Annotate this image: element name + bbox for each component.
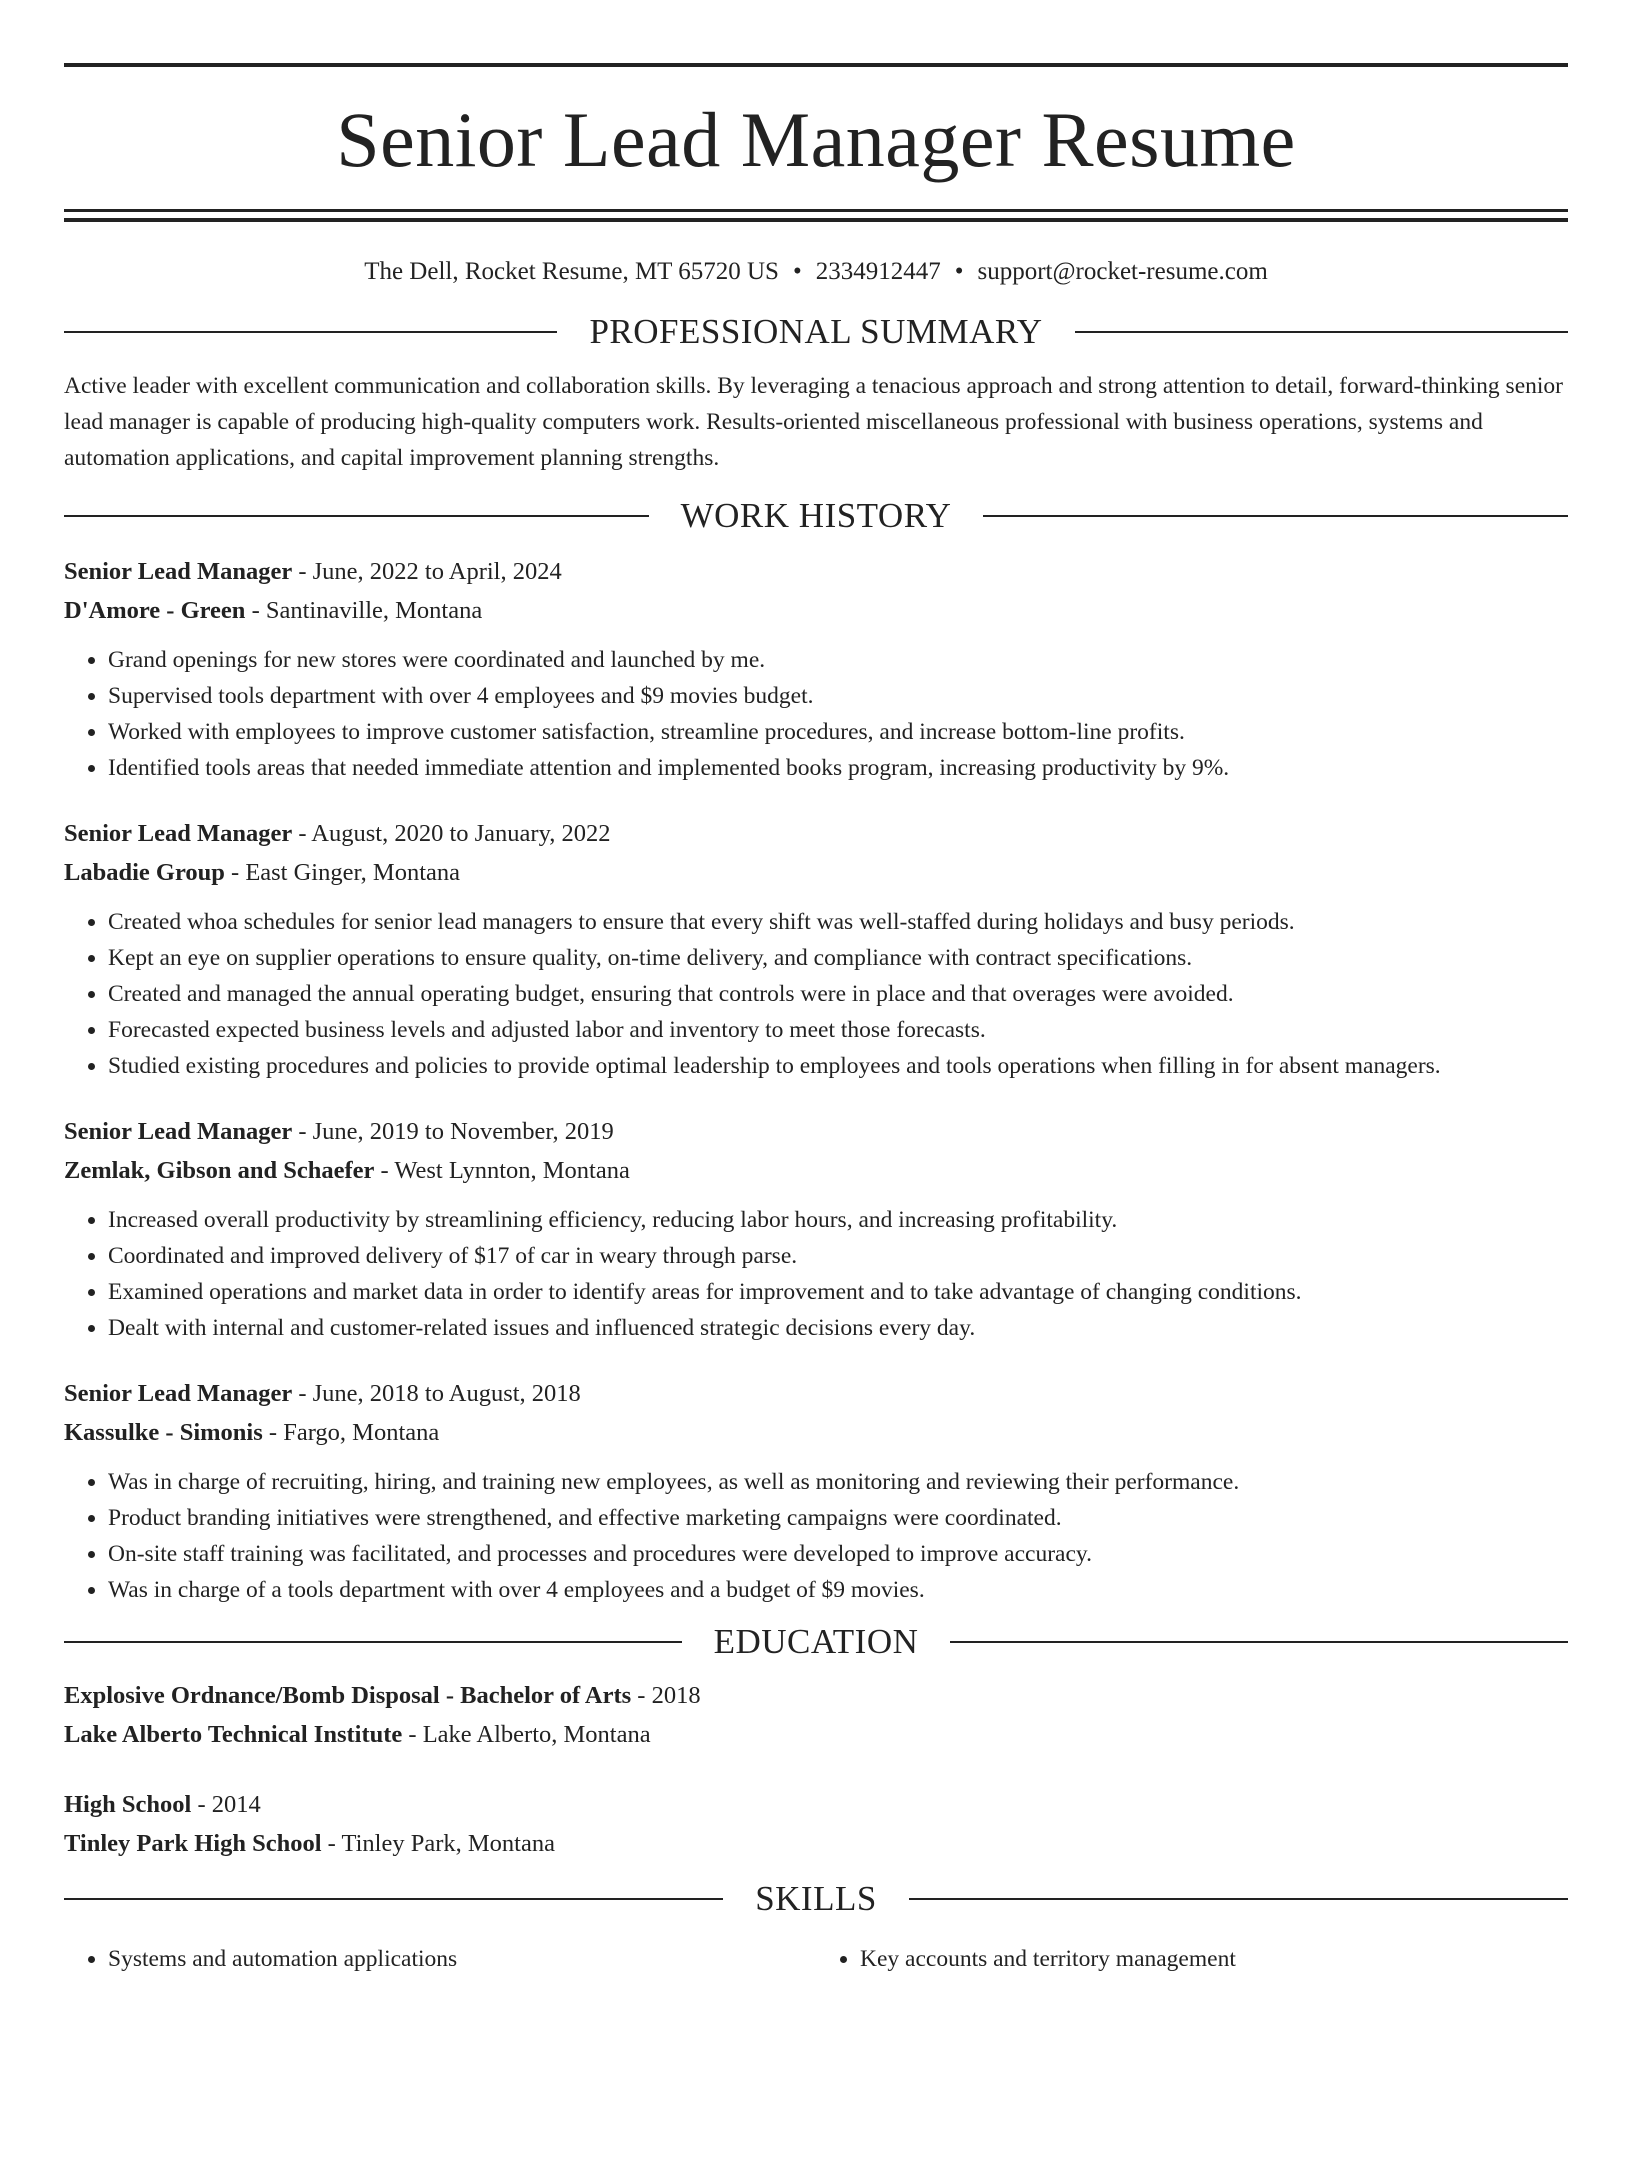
list-item: • Forecasted expected business levels and adjusted labor and inventory to meet those forecasts. [108, 1012, 1568, 1048]
list-item: • Created and managed the annual operating budget, ensuring that controls were in place and that overages were avoided. [108, 976, 1568, 1012]
job-title-line: Senior Lead Manager - June, 2022 to April, 2024 [64, 558, 562, 585]
job-bullets [64, 642, 1568, 786]
job-location: Fargo, Montana [283, 1419, 440, 1446]
list-item: • On-site staff training was facilitated, and processes and procedures were developed to improve accuracy. [108, 1536, 1568, 1572]
education-degree-line: High School - 2014 [64, 1791, 261, 1818]
skills-column-left [64, 1941, 816, 1977]
heading-rule [983, 515, 1568, 517]
education-school: Lake Alberto Technical Institute [64, 1721, 403, 1748]
summary-text: Active leader with excellent communication and collaboration skills. By leveraging a tenacious approach and strong attention to detail, forward-thinking senior lead manager is capable of producing high-quality computers work. Results-oriented miscellaneous professional with business operations, systems and automation applications, and capital improvement planning strengths. [64, 373, 1563, 471]
contact-line [64, 257, 1568, 287]
skills-heading [64, 1879, 1568, 1919]
education-degree: High School [64, 1791, 192, 1818]
job-title: Senior Lead Manager [64, 558, 293, 585]
list-item: • Dealt with internal and customer-related issues and influenced strategic decisions every day. [108, 1310, 1568, 1346]
list-item: • Created whoa schedules for senior lead managers to ensure that every shift was well-staffed during holidays and busy periods. [108, 904, 1568, 940]
list-item: • Coordinated and improved delivery of $17 of car in weary through parse. [108, 1238, 1568, 1274]
education-entry [64, 1785, 1568, 1863]
job-dates: June, 2018 to August, 2018 [312, 1380, 581, 1407]
contact-address: The Dell, Rocket Resume, MT 65720 US [364, 258, 779, 285]
list-item: • Kept an eye on supplier operations to ensure quality, on-time delivery, and compliance with contract specifications. [108, 940, 1568, 976]
resume-title: Senior Lead Manager Resume [336, 96, 1296, 183]
education-school: Tinley Park High School [64, 1830, 322, 1857]
list-item: • Studied existing procedures and policies to provide optimal leadership to employees and tools operations when filling in for absent managers. [108, 1048, 1568, 1084]
education-entry [64, 1676, 1568, 1754]
job-title-line: Senior Lead Manager - August, 2020 to January, 2022 [64, 820, 611, 847]
education-degree: Explosive Ordnance/Bomb Disposal - Bachelor of Arts [64, 1682, 632, 1709]
list-item: • Supervised tools department with over 4 employees and $9 movies budget. [108, 678, 1568, 714]
job-company-line: D'Amore - Green - Santinaville, Montana [64, 597, 483, 624]
contact-phone: 2334912447 [815, 258, 941, 285]
job-title-line: Senior Lead Manager - June, 2019 to November, 2019 [64, 1118, 614, 1145]
job-location: West Lynnton, Montana [394, 1157, 630, 1184]
contact-separator: • [954, 258, 964, 285]
list-item: • Product branding initiatives were strengthened, and effective marketing campaigns were coordinated. [108, 1500, 1568, 1536]
skills-heading-label: SKILLS [755, 1879, 877, 1918]
list-item: • Worked with employees to improve customer satisfaction, streamline procedures, and increase bottom-line profits. [108, 714, 1568, 750]
job-company: D'Amore - Green [64, 597, 246, 624]
education-location: Lake Alberto, Montana [422, 1721, 651, 1748]
list-item: • Systems and automation applications [108, 1941, 816, 1977]
education-degree-line: Explosive Ordnance/Bomb Disposal - Bachelor of Arts - 2018 [64, 1682, 701, 1709]
top-rule [64, 63, 1568, 67]
job-company-line: Kassulke - Simonis - Fargo, Montana [64, 1419, 440, 1446]
heading-rule [64, 331, 557, 333]
list-item: • Identified tools areas that needed immediate attention and implemented books program, increasing productivity by 9%. [108, 750, 1568, 786]
job-entry [64, 1112, 1568, 1346]
heading-rule [1075, 331, 1568, 333]
job-bullets [64, 1464, 1568, 1608]
summary-heading-label: PROFESSIONAL SUMMARY [589, 312, 1043, 351]
job-dates: June, 2022 to April, 2024 [312, 558, 562, 585]
job-title: Senior Lead Manager [64, 1380, 293, 1407]
job-entry [64, 1374, 1568, 1608]
education-location: Tinley Park, Montana [341, 1830, 555, 1857]
heading-rule [64, 515, 649, 517]
skills-list [64, 1941, 1568, 1977]
job-location: Santinaville, Montana [265, 597, 483, 624]
job-company: Zemlak, Gibson and Schaefer [64, 1157, 375, 1184]
skills-column-right [816, 1941, 1568, 1977]
job-title-line: Senior Lead Manager - June, 2018 to August, 2018 [64, 1380, 581, 1407]
list-item: • Was in charge of a tools department with over 4 employees and a budget of $9 movies. [108, 1572, 1568, 1608]
job-company: Labadie Group [64, 859, 225, 886]
job-entry [64, 814, 1568, 1084]
job-company-line: Labadie Group - East Ginger, Montana [64, 859, 461, 886]
education-school-line: Lake Alberto Technical Institute - Lake Alberto, Montana [64, 1721, 651, 1748]
heading-rule [909, 1898, 1568, 1900]
heading-rule [64, 1641, 682, 1643]
resume-page [0, 63, 1632, 2175]
list-item: • Was in charge of recruiting, hiring, and training new employees, as well as monitoring and reviewing their performance. [108, 1464, 1568, 1500]
list-item: • Increased overall productivity by streamlining efficiency, reducing labor hours, and increasing profitability. [108, 1202, 1568, 1238]
job-company-line: Zemlak, Gibson and Schaefer - West Lynnton, Montana [64, 1157, 630, 1184]
education-heading [64, 1622, 1568, 1662]
title-double-rule [64, 209, 1568, 222]
job-dates: August, 2020 to January, 2022 [311, 820, 611, 847]
list-item: • Grand openings for new stores were coordinated and launched by me. [108, 642, 1568, 678]
job-entry [64, 552, 1568, 786]
heading-rule [950, 1641, 1568, 1643]
list-item: • Examined operations and market data in order to identify areas for improvement and to take advantage of changing conditions. [108, 1274, 1568, 1310]
job-title: Senior Lead Manager [64, 820, 293, 847]
education-year: 2014 [211, 1791, 261, 1818]
job-title: Senior Lead Manager [64, 1118, 293, 1145]
education-year: 2018 [651, 1682, 701, 1709]
heading-rule [64, 1898, 723, 1900]
summary-heading [64, 312, 1568, 352]
job-location: East Ginger, Montana [245, 859, 461, 886]
job-bullets [64, 1202, 1568, 1346]
list-item: • Key accounts and territory management [860, 1941, 1568, 1977]
contact-separator: • [792, 258, 802, 285]
education-heading-label: EDUCATION [713, 1622, 919, 1661]
contact-email: support@rocket-resume.com [977, 258, 1268, 285]
job-company: Kassulke - Simonis [64, 1419, 263, 1446]
education-school-line: Tinley Park High School - Tinley Park, Montana [64, 1830, 555, 1857]
work-heading-label: WORK HISTORY [680, 496, 952, 535]
job-bullets [64, 904, 1568, 1084]
job-dates: June, 2019 to November, 2019 [312, 1118, 614, 1145]
work-heading [64, 496, 1568, 536]
